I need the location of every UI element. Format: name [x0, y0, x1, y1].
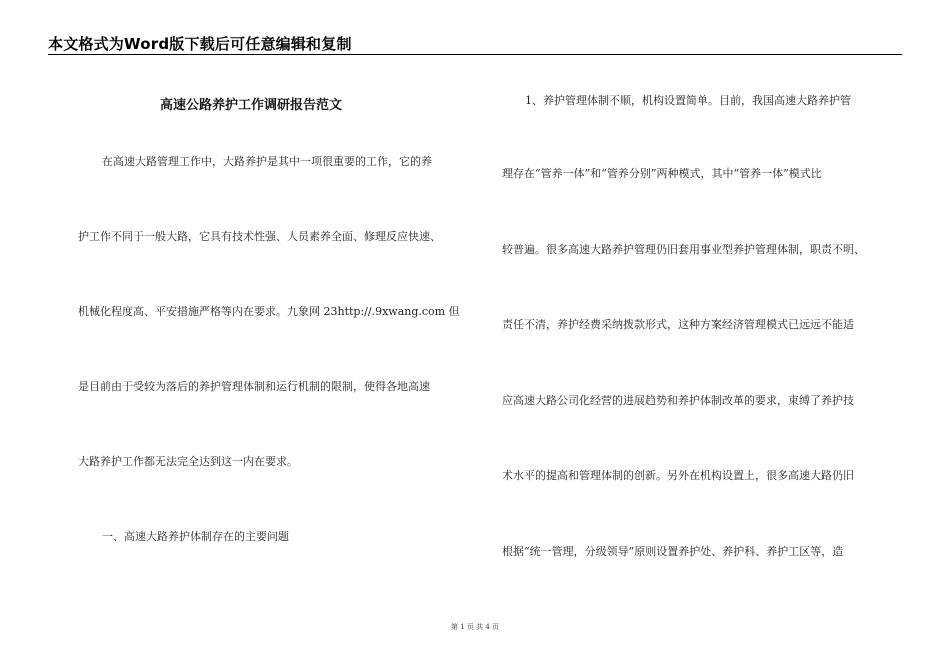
paragraph-line: 责任不清，养护经费采纳拨款形式，这种方案经济管理模式已远远不能适 [502, 318, 854, 331]
paragraph-line: 护工作不同于一般大路，它具有技术性强、人员素养全面、修理反应快速、 [78, 230, 441, 243]
paragraph-line: 根据“统一管理，分级领导”原则设置养护处、养护科、养护工区等，造 [502, 545, 844, 558]
paragraph-line: 理存在“管养一体”和“管养分别”两种模式，其中“管养一体”模式比 [502, 167, 822, 180]
paragraph-line: 在高速大路管理工作中，大路养护是其中一项很重要的工作，它的养 [102, 155, 432, 168]
paragraph-line: 是目前由于受较为落后的养护管理体制和运行机制的限制，使得各地高速 [78, 380, 430, 393]
paragraph-line: 较普遍。很多高速大路养护管理仍旧套用事业型养护管理体制，职责不明、 [502, 243, 865, 256]
page-number: 第 1 页 共 4 页 [450, 623, 500, 631]
paragraph-line: 1、养护管理体制不顺，机构设置简单。目前，我国高速大路养护管 [525, 94, 851, 107]
paragraph-line: 应高速大路公司化经营的进展趋势和养护体制改革的要求，束缚了养护技 [502, 394, 854, 407]
download-banner: 本文格式为Word版下载后可任意编辑和复制 [48, 35, 352, 53]
banner-divider [48, 54, 902, 55]
document-title: 高速公路养护工作调研报告范文 [160, 98, 343, 113]
paragraph-line: 术水平的提高和管理体制的创新。另外在机构设置上，很多高速大路仍旧 [502, 469, 854, 482]
paragraph-line: 机械化程度高、平安措施严格等内在要求。九象网 23http://.9xwang.com 但 [78, 305, 460, 318]
paragraph-line: 大路养护工作都无法完全达到这一内在要求。 [78, 455, 298, 468]
section-heading: 一、高速大路养护体制存在的主要问题 [102, 530, 289, 543]
